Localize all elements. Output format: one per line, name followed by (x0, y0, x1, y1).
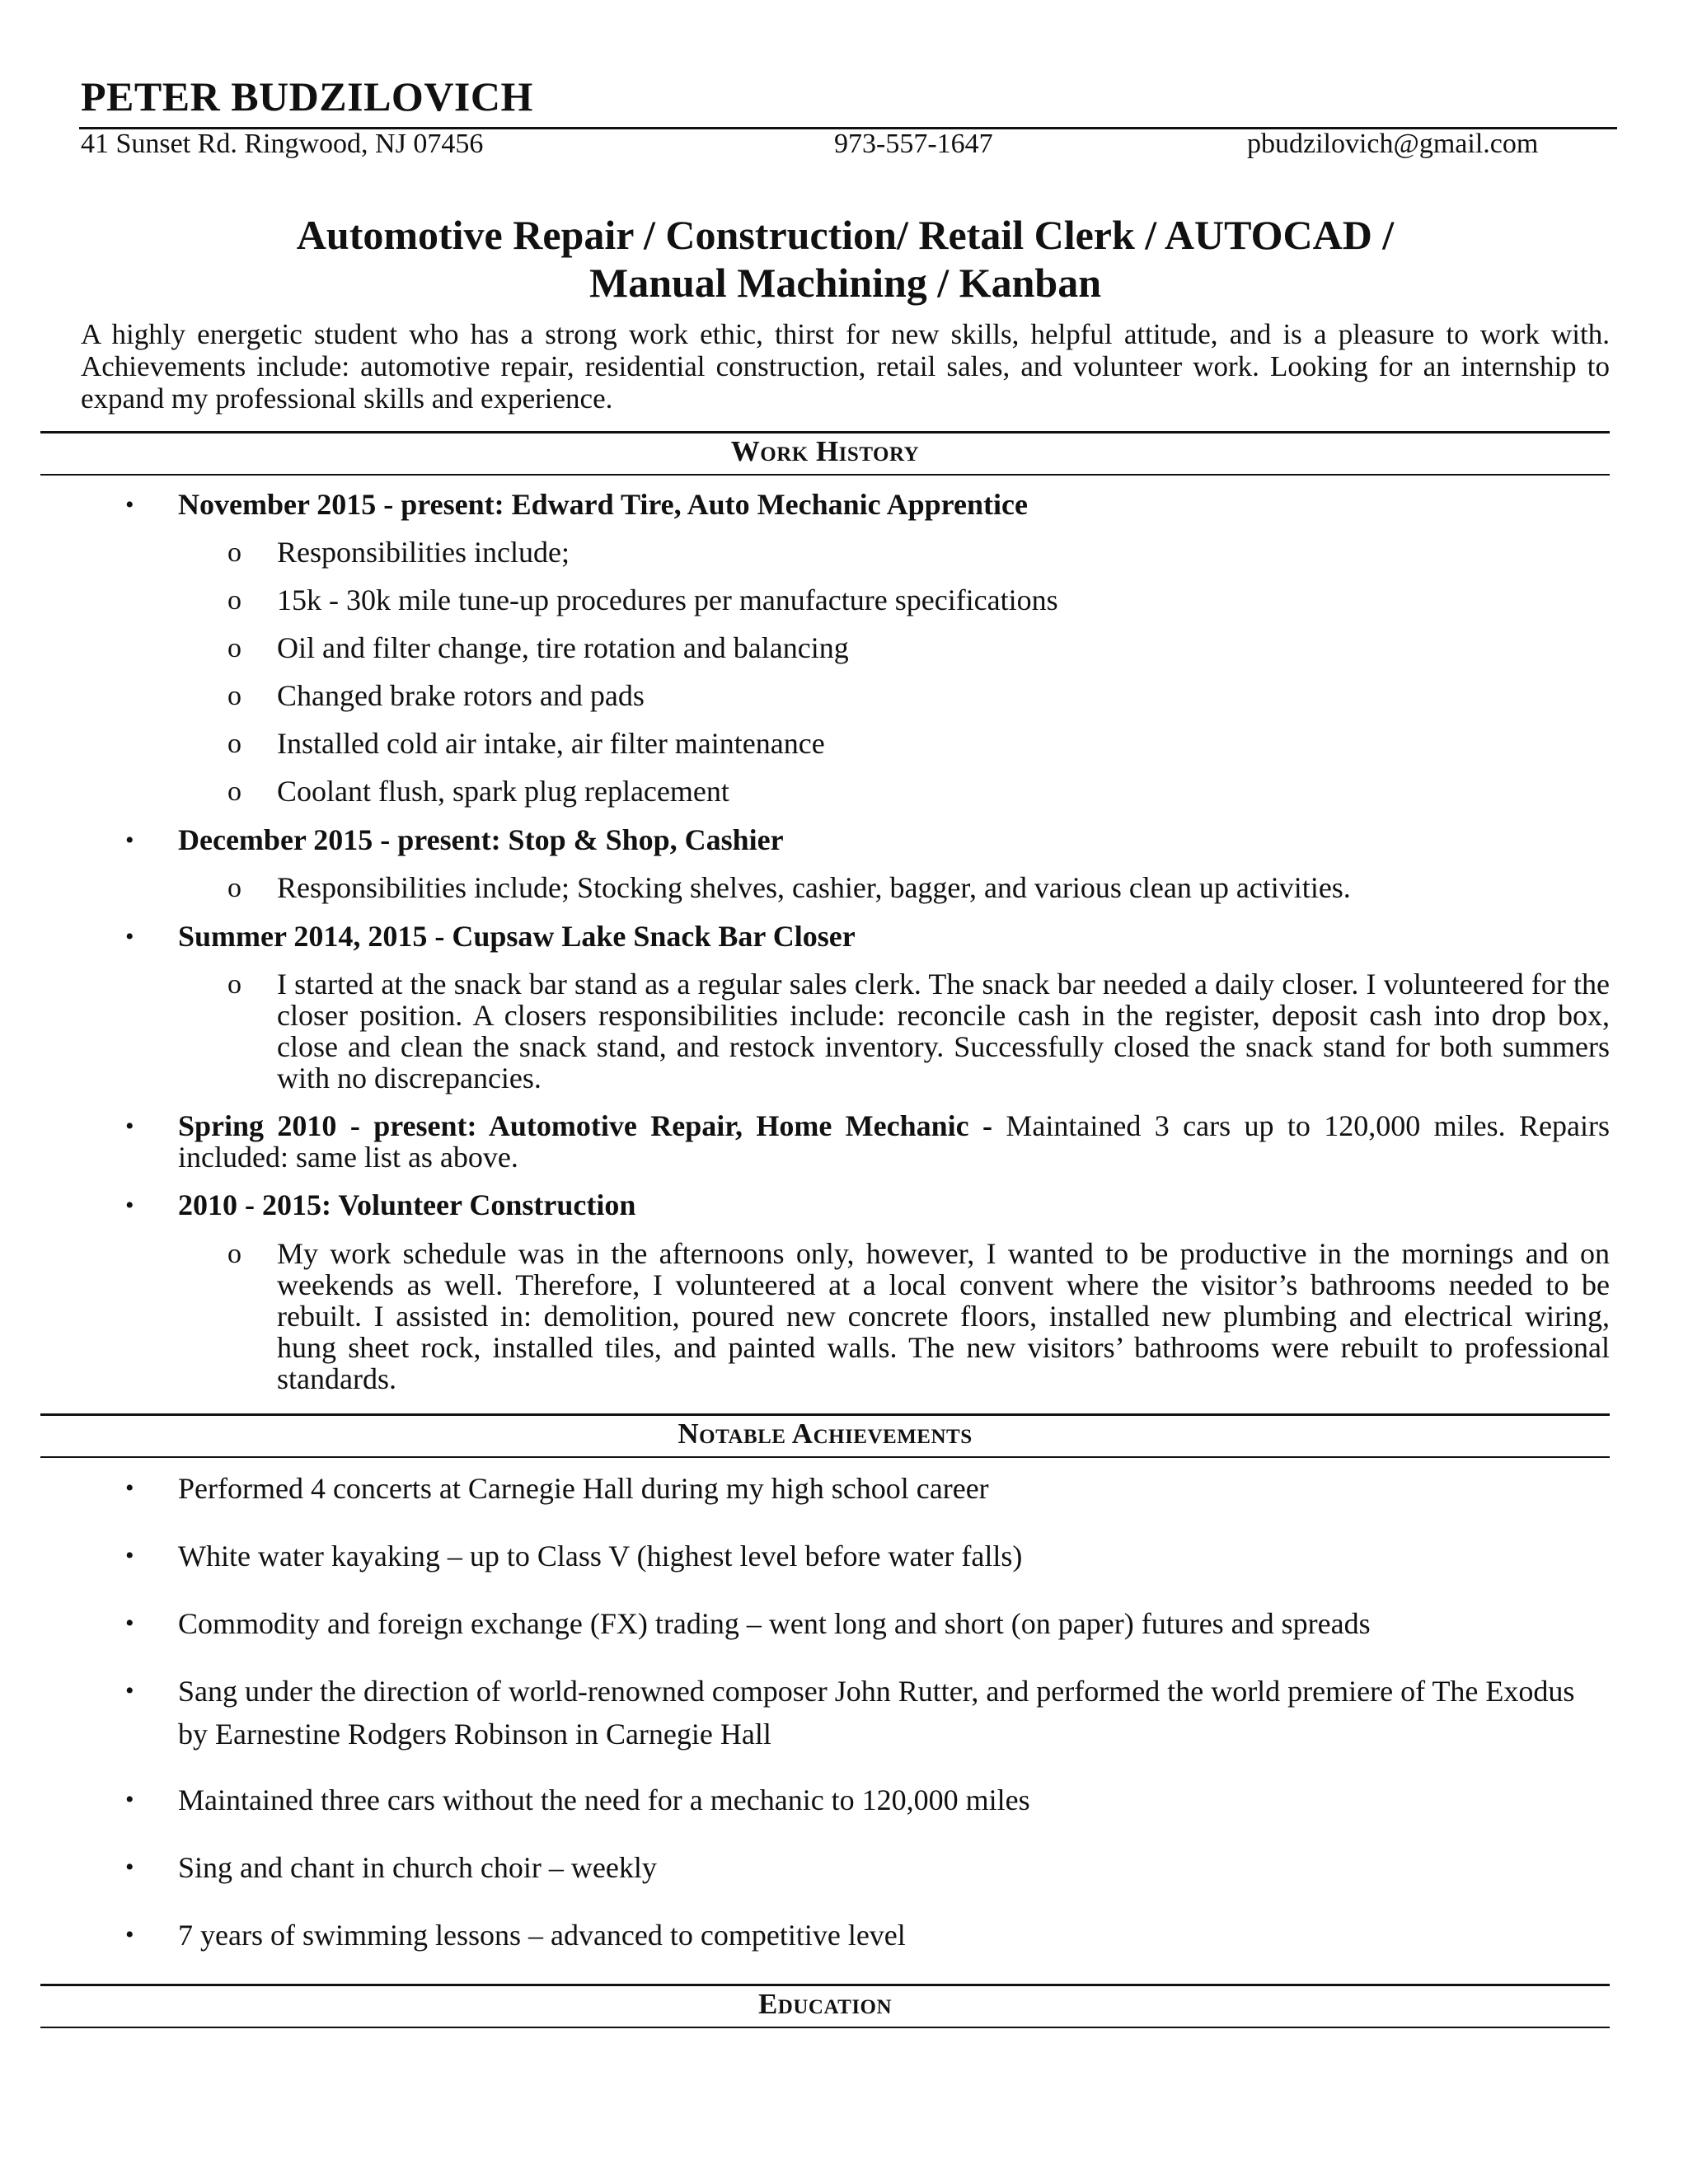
job-detail: Changed brake rotors and pads (277, 679, 645, 712)
sub-bullet-icon: o (227, 585, 241, 616)
bullet-icon: • (125, 1677, 134, 1704)
job-detail: Coolant flush, spark plug replacement (277, 775, 729, 808)
section-rule (40, 1456, 1610, 1458)
bullet-icon: • (125, 827, 134, 854)
bullet-icon: • (125, 1610, 134, 1637)
job-title: December 2015 - present: Stop & Shop, Cashier (178, 823, 784, 856)
bullet-icon: • (125, 1921, 134, 1948)
achievement-item: Sang under the direction of world-renowned composer John Rutter, and performed the world premiere of The Exodus by Earnestine Rodgers Robinson in Carnegie Hall (178, 1675, 1575, 1750)
email: pbudzilovich@gmail.com (1247, 129, 1539, 159)
achievement-item: Sing and chant in church choir – weekly (178, 1851, 657, 1884)
bullet-icon: • (125, 1192, 134, 1219)
phone: 973-557-1647 (834, 129, 993, 159)
job-detail: Responsibilities include; (277, 536, 570, 569)
job-detail: Installed cold air intake, air filter maintenance (277, 727, 825, 760)
bullet-icon: • (125, 1474, 134, 1502)
sub-bullet-icon: o (227, 537, 241, 568)
achievement-item: 7 years of swimming lessons – advanced to competitive level (178, 1919, 906, 1952)
bullet-icon: • (125, 1113, 134, 1140)
job-detail: 15k - 30k mile tune-up procedures per manufacture specifications (277, 583, 1058, 616)
section-rule (40, 1413, 1610, 1416)
sub-bullet-icon: o (227, 776, 241, 807)
job-detail: I started at the snack bar stand as a regular sales clerk. The snack bar needed a daily closer. I volunteered for the closer position. A closers responsibilities include: reconcile cash in the register, deposit cash into drop box, close and clean the snack stand, and restock inventory. Successfully closed the snack stand for both summers with no discrepancies. (277, 968, 1610, 1094)
section-title-work-history: Work History (730, 435, 920, 467)
job-title: Spring 2010 - present: Automotive Repair, Home Mechanic - (178, 1109, 993, 1142)
section-rule (40, 431, 1610, 434)
bullet-icon: • (125, 491, 134, 518)
applicant-name: PETER BUDZILOVICH (81, 73, 533, 120)
job-title: Summer 2014, 2015 - Cupsaw Lake Snack Bar Closer (178, 920, 856, 953)
bullet-icon: • (125, 1854, 134, 1881)
section-rule (40, 2027, 1610, 2028)
address: 41 Sunset Rd. Ringwood, NJ 07456 (81, 129, 484, 159)
achievement-item: Performed 4 concerts at Carnegie Hall during my high school career (178, 1472, 989, 1505)
summary: A highly energetic student who has a strong work ethic, thirst for new skills, helpful attitude, and is a pleasure to work with. Achievements include: automotive repair, residential construction, retail sales, and volunteer work. Looking for an internship to expand my professional skills and experience. (81, 318, 1610, 415)
section-title-notable-achievements: Notable Achievements (678, 1418, 973, 1450)
achievement-item: Commodity and foreign exchange (FX) trading – went long and short (on paper) futures and spreads (178, 1607, 1371, 1640)
sub-bullet-icon: o (227, 633, 241, 663)
sub-bullet-icon: o (227, 1239, 241, 1269)
headline-line-1: Automotive Repair / Construction/ Retail Clerk / AUTOCAD / (296, 212, 1395, 258)
bullet-icon: • (125, 923, 134, 950)
sub-bullet-icon: o (227, 873, 241, 903)
job-description: Maintained 3 cars up to 120,000 miles. Repairs included: same list as above. (178, 1109, 1611, 1174)
sub-bullet-icon: o (227, 729, 241, 759)
sub-bullet-icon: o (227, 681, 241, 711)
bullet-icon: • (125, 1786, 134, 1813)
sub-bullet-icon: o (227, 969, 241, 1000)
job-title: 2010 - 2015: Volunteer Construction (178, 1188, 636, 1221)
section-rule (40, 474, 1610, 476)
job-title: November 2015 - present: Edward Tire, Auto Mechanic Apprentice (178, 488, 1028, 521)
section-title-education: Education (757, 1988, 893, 2020)
bullet-icon: • (125, 1542, 134, 1569)
section-rule (40, 1984, 1610, 1986)
job-detail: My work schedule was in the afternoons only, however, I wanted to be productive in the mornings and on weekends as well. Therefore, I volunteered at a local convent where the visitor’s bathrooms needed to be rebuilt. I assisted in: demolition, poured new concrete floors, installed new plumbing and electrical wiring, hung sheet rock, installed tiles, and painted walls. The new visitors’ bathrooms were rebuilt to professional standards. (277, 1237, 1610, 1395)
job-entry (178, 1110, 1610, 1173)
achievement-item: Maintained three cars without the need for a mechanic to 120,000 miles (178, 1783, 1030, 1816)
job-detail: Oil and filter change, tire rotation and balancing (277, 631, 849, 664)
job-detail: Responsibilities include; Stocking shelves, cashier, bagger, and various clean up activities. (277, 871, 1351, 904)
headline-line-2: Manual Machining / Kanban (589, 260, 1101, 306)
achievement-item: White water kayaking – up to Class V (highest level before water falls) (178, 1540, 1023, 1572)
